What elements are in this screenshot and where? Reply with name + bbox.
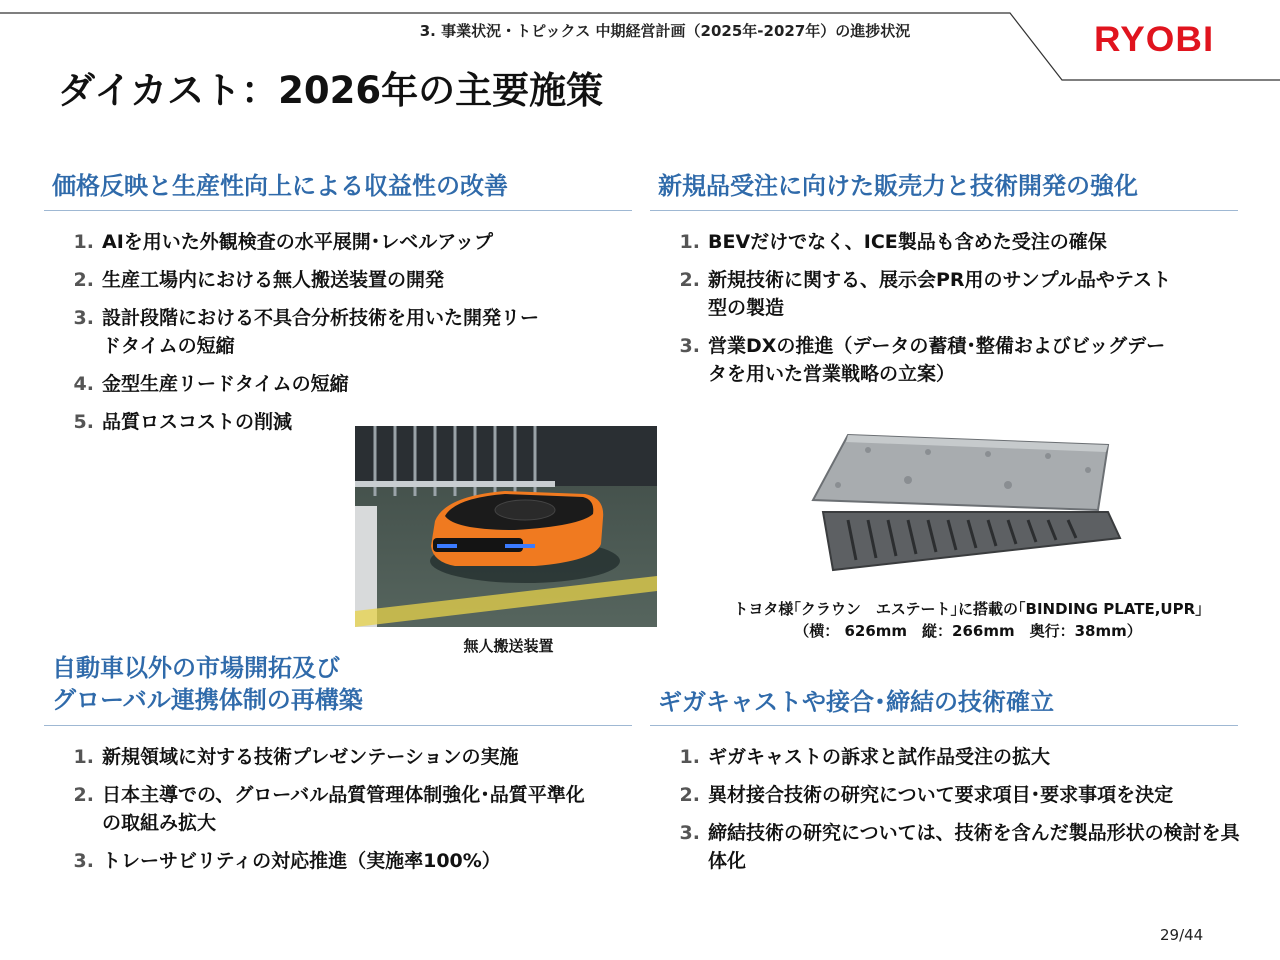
section-heading-line: 自動車以外の市場開拓及び <box>52 654 340 682</box>
agv-photo-caption: 無人搬送装置 <box>463 637 554 655</box>
sales-tech-list <box>666 228 1176 398</box>
list-item: 3. 設計段階における不具合分析技術を用いた開発リードタイムの短縮 <box>73 307 540 357</box>
ryobi-logo: RYOBI <box>1094 20 1215 59</box>
list-item: 5. 品質ロスコストの削減 <box>73 411 293 433</box>
list-item: 1. 新規領域に対する技術プレゼンテーションの実施 <box>73 746 519 768</box>
section-heading-gigacast: ギガキャストや接合･締結の技術確立 <box>658 688 1054 716</box>
list-item: 2. 生産工場内における無人搬送装置の開発 <box>73 269 445 291</box>
section-heading-line: グローバル連携体制の再構築 <box>52 686 363 714</box>
list-item: 1. AIを用いた外観検査の水平展開･レベルアップ <box>73 231 493 253</box>
section-divider <box>650 210 1238 211</box>
binding-plate-photo <box>808 430 1126 580</box>
binding-plate-caption-dimensions: （横： 626mm 縦：266mm 奥行：38mm） <box>794 622 1142 640</box>
list-item: 2. 異材接合技術の研究について要求項目･要求事項を決定 <box>679 784 1174 806</box>
agv-photo <box>355 426 657 627</box>
list-item: 2. 新規技術に関する、展示会PR用のサンプル品やテスト型の製造 <box>679 269 1172 319</box>
list-item: 3. トレーサビリティの対応推進（実施率100%） <box>73 850 501 872</box>
page-number: 29/44 <box>1160 926 1204 944</box>
list-item: 2. 日本主導での、グローバル品質管理体制強化･品質平準化の取組み拡大 <box>73 784 585 834</box>
binding-plate-caption-line1: トヨタ様｢クラウン エステート｣に搭載の｢BINDING PLATE,UPR｣ <box>733 600 1203 618</box>
page-title: ダイカスト：2026年の主要施策 <box>58 69 604 112</box>
list-item: 1. BEVだけでなく、ICE製品も含めた受注の確保 <box>679 231 1107 253</box>
section-heading-global <box>52 652 363 716</box>
global-list <box>60 743 600 885</box>
section-heading-sales-tech: 新規品受注に向けた販売力と技術開発の強化 <box>658 172 1138 200</box>
section-divider <box>44 725 632 726</box>
section-divider <box>44 210 632 211</box>
list-item: 3. 営業DXの推進（データの蓄積･整備およびビッグデータを用いた営業戦略の立案） <box>679 335 1166 385</box>
gigacast-list <box>666 743 1256 885</box>
section-heading-profitability: 価格反映と生産性向上による収益性の改善 <box>52 172 508 200</box>
list-item: 4. 金型生産リードタイムの短縮 <box>73 373 349 395</box>
header-section-title: 3. 事業状況・トピックス 中期経営計画（2025年-2027年）の進捗状況 <box>419 22 911 40</box>
binding-plate-caption <box>690 598 1246 642</box>
section-divider <box>650 725 1238 726</box>
list-item: 1. ギガキャストの訴求と試作品受注の拡大 <box>679 746 1051 768</box>
profitability-list <box>60 228 580 446</box>
list-item: 3. 締結技術の研究については、技術を含んだ製品形状の検討を具体化 <box>679 822 1240 872</box>
